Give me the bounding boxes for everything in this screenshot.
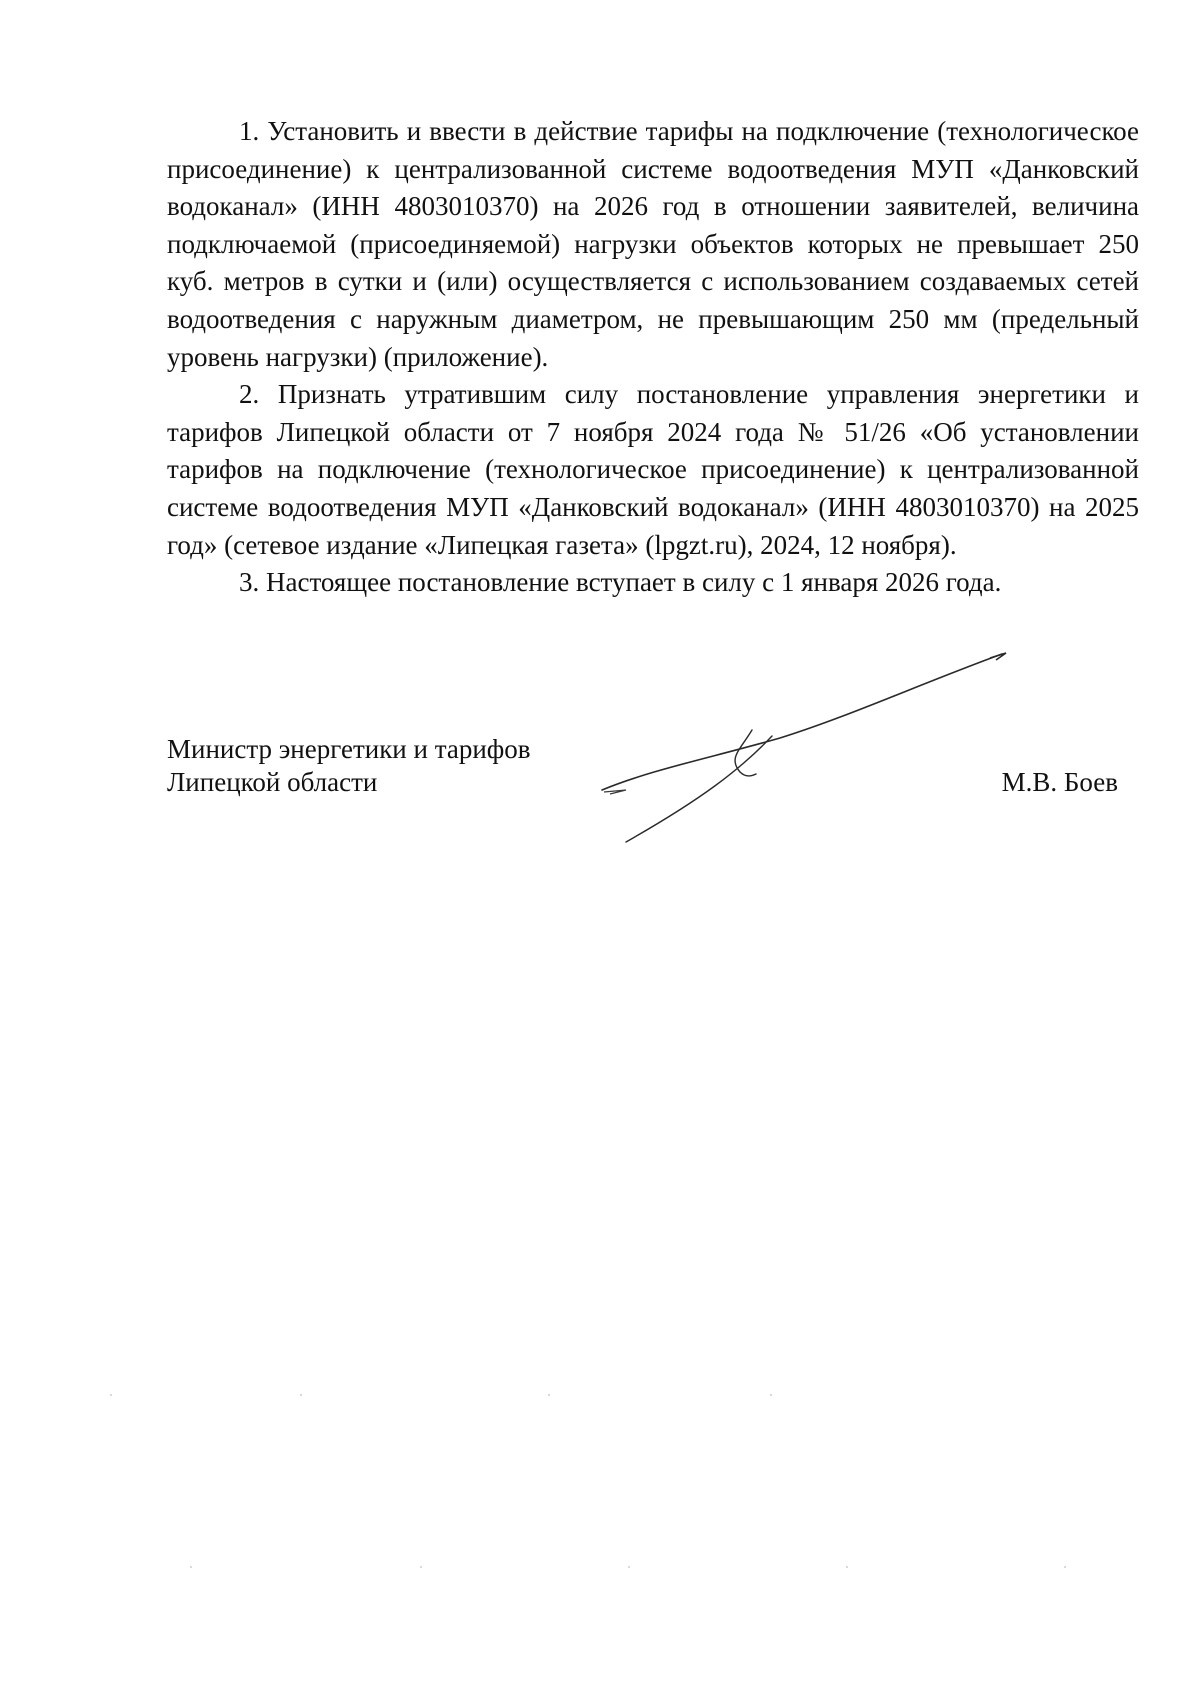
scan-speck [300,1394,302,1396]
paragraph-3: 3. Настоящее постановление вступает в силу с 1 января 2026 года. [239,567,1002,598]
signatory-position [167,733,531,799]
scan-speck [420,1566,422,1568]
signatory-position-line-1: Министр энергетики и тарифов [167,734,531,764]
scan-speck [190,1566,192,1568]
paragraph-1: 1. Установить и ввести в действие тарифы на подключение (технологическое присоединение) к централизованной системе водоотведения МУП «Данковский водоканал» (ИНН 4803010370) на 2026 год в отношении заявителей, величина подключаемой (присоединяемой) нагрузки объектов которых не превышает 250 куб. метров в сутки и (или) осуществляется с использованием создаваемых сетей водоотведения с наружным диаметром, не превышающим 250 мм (предельный уровень нагрузки) (приложение). [167,116,1139,372]
scan-speck [628,1566,630,1568]
signer-name: М.В. Боев [1001,767,1118,797]
scan-speck [846,1566,848,1568]
scan-speck [110,1394,112,1396]
scan-speck [1064,1566,1066,1568]
signatory-position-line-2: Липецкой области [167,767,378,797]
scan-speck [770,1394,772,1396]
handwritten-signature [590,640,1010,850]
document-body [167,113,1139,602]
scan-speck [548,1394,550,1396]
paragraph-2: 2. Признать утратившим силу постановление управления энергетики и тарифов Липецкой области от 7 ноября 2024 года № 51/26 «Об установлении тарифов на подключение (технологическое присоединение) к централизованной системе водоотведения МУП «Данковский водоканал» (ИНН 4803010370) на 2025 год» (сетевое издание «Липецкая газета» (lpgzt.ru), 2024, 12 ноября). [167,379,1139,560]
